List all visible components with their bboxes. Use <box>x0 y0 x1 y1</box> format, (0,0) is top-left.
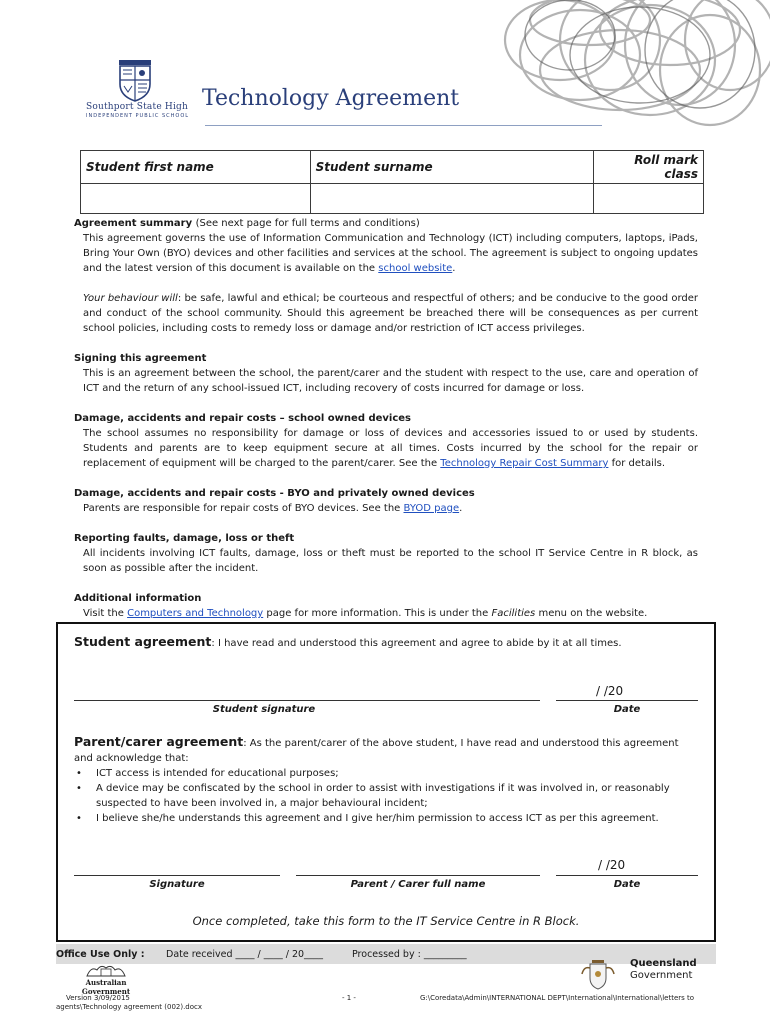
parent-date-line[interactable] <box>556 875 698 876</box>
office-use-label: Office Use Only : <box>56 949 145 960</box>
decorative-scribble-graphic <box>470 0 770 150</box>
parent-date-value: / /20 <box>598 858 626 872</box>
title-underline <box>205 125 602 126</box>
student-date-line[interactable] <box>556 700 698 701</box>
repair-cost-summary-link[interactable]: Technology Repair Cost Summary <box>440 458 609 469</box>
header-roll-mark-class: Roll mark class <box>594 151 704 184</box>
australian-government-text: Australian Government <box>81 978 131 996</box>
student-details-table <box>80 150 704 214</box>
header-student-surname: Student surname <box>310 151 594 184</box>
agreement-summary-section <box>74 216 698 621</box>
page-title: Technology Agreement <box>202 86 460 111</box>
student-first-name-field[interactable] <box>81 184 311 214</box>
roll-mark-class-field[interactable] <box>594 184 704 214</box>
computers-technology-link[interactable]: Computers and Technology <box>127 608 264 619</box>
government-text: Government <box>630 970 693 981</box>
signing-paragraph: This is an agreement between the school, the parent/carer and the student with respect to the use, care and operation of ICT and the return of any school-issued ICT, including recovery of costs incurred for damage or loss. <box>83 368 698 394</box>
additional-paragraph: Visit the Computers and Technology page for more information. This is under the Facilities menu on the website. <box>83 608 648 619</box>
summary-paragraph: This agreement governs the use of Information Communication and Technology (ICT) including computers, laptops, iPads, Bring Your Own (BYO) devices and other facilities and services at the school. The agreement is subject to ongoing updates and the latest version of this document is available on the school website. <box>83 233 698 274</box>
footer-filename: agents\Technology agreement (002).docx <box>56 1003 203 1011</box>
student-date-label: Date <box>613 704 641 715</box>
parent-date-label: Date <box>613 879 641 890</box>
queensland-government-logo <box>630 958 697 982</box>
damage-byo-heading: Damage, accidents and repair costs - BYO and privately owned devices <box>74 488 475 499</box>
damage-school-heading: Damage, accidents and repair costs – school owned devices <box>74 413 412 424</box>
header-student-first-name: Student first name <box>81 151 311 184</box>
student-surname-field[interactable] <box>310 184 594 214</box>
signing-heading: Signing this agreement <box>74 353 207 364</box>
signature-agreement-box <box>56 622 716 942</box>
damage-school-paragraph: The school assumes no responsibility for damage or loss of devices and accessories issued to or used by students. Students and parents are to keep equipment secure at all times. Costs incurred by the school for the repair or replacement of equipment will be charged to the parent/carer. See the Technology Repair Cost Summary for details. <box>83 428 698 469</box>
date-received-field: Date received ____ / ____ / 20____ <box>166 949 324 960</box>
student-agreement-text: Student agreement: I have read and understood this agreement and agree to abide by it at all times. <box>74 634 622 649</box>
student-signature-line[interactable] <box>74 700 540 701</box>
australian-government-logo <box>66 964 146 996</box>
parent-signature-line[interactable] <box>74 875 280 876</box>
student-date-value: / /20 <box>596 684 624 698</box>
footer-page-number: - 1 - <box>342 994 356 1002</box>
list-item: • I believe she/he understands this agreement and I give her/him permission to access ICT as per this agreement. <box>74 811 698 826</box>
parent-fullname-line[interactable] <box>296 875 540 876</box>
list-item: • ICT access is intended for educational purposes; <box>74 766 698 781</box>
table-header-row <box>81 151 704 184</box>
parent-agreement-text: Parent/carer agreement: As the parent/carer of the above student, I have read and understood this agreement and acknowledge that: • ICT access is intended for educational purposes; • A device may be confiscated by the school in order to assist with investigations if it was involved in, or reasonably suspected to have been involved in, a major behavioural incident; • I believe she/he understands this agreement and I give her/him permission to access ICT as per this agreement. <box>74 734 698 826</box>
queensland-text: Queensland <box>630 958 697 969</box>
reporting-heading: Reporting faults, damage, loss or theft <box>74 533 295 544</box>
queensland-crest-icon <box>578 960 618 990</box>
parent-conditions-list <box>74 766 698 826</box>
reporting-paragraph: All incidents involving ICT faults, damage, loss or theft must be reported to the school IT Service Centre in R block, as soon as possible after the incident. <box>83 548 698 574</box>
behaviour-paragraph: Your behaviour will: be safe, lawful and ethical; be courteous and respectful of others; and be conducive to the good order and conduct of the school community. Should this agreement be breached there will be consequences as per current school policies, including costs to remedy loss or damage and/or restriction of ICT access privileges. <box>83 293 698 334</box>
footer-version: Version 3/09/2015 <box>66 994 130 1002</box>
list-item: • A device may be confiscated by the school in order to assist with investigations if it was involved in, or reasonably suspected to have been involved in, a major behavioural incident; <box>74 781 698 811</box>
summary-heading: Agreement summary (See next page for full terms and conditions) <box>74 218 420 229</box>
byod-page-link[interactable]: BYOD page <box>403 503 460 514</box>
school-website-link[interactable]: school website <box>378 263 453 274</box>
parent-fullname-label: Parent / Carer full name <box>350 879 486 890</box>
school-crest-logo <box>117 60 153 102</box>
completion-instruction: Once completed, take this form to the IT Service Centre in R Block. <box>192 914 580 928</box>
processed-by-field: Processed by : _________ <box>352 949 467 960</box>
parent-signature-label: Signature <box>149 879 205 890</box>
school-name: Southport State High <box>86 102 188 112</box>
coat-of-arms-icon <box>83 964 129 978</box>
additional-heading: Additional information <box>74 593 202 604</box>
footer-file-path: G:\Coredata\Admin\INTERNATIONAL DEPT\International\International\letters to <box>420 994 695 1002</box>
damage-byo-paragraph: Parents are responsible for repair costs of BYO devices. See the BYOD page. <box>83 503 463 514</box>
student-signature-label: Student signature <box>212 704 316 715</box>
school-subtitle: INDEPENDENT PUBLIC SCHOOL <box>86 113 190 119</box>
table-input-row <box>81 184 704 214</box>
